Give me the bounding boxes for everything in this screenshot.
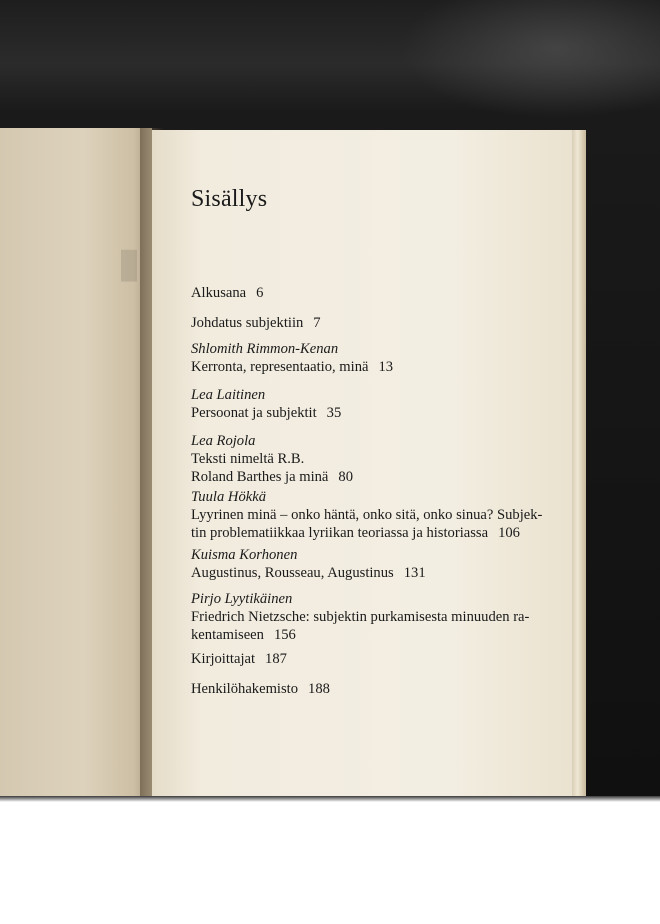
toc-entry — [191, 650, 531, 668]
toc-page-number: 6 — [256, 285, 264, 301]
toc-entry-line — [191, 650, 531, 668]
toc-entry-line — [191, 524, 531, 542]
toc-entry-title: Augustinus, Rousseau, Augustinus — [191, 565, 394, 582]
toc-entry-author: Shlomith Rimmon-Kenan — [191, 341, 339, 357]
toc-entry-line — [191, 358, 531, 376]
toc-entry — [191, 284, 531, 302]
page-stack-edge — [572, 130, 586, 798]
toc-page-number: 188 — [308, 681, 330, 697]
toc-entry-line — [191, 284, 531, 302]
toc-entry-line — [191, 680, 531, 698]
toc-entry-title: Roland Barthes ja minä — [191, 469, 329, 486]
toc-page-number: 106 — [498, 525, 520, 542]
page-title: Sisällys — [191, 186, 268, 212]
toc-entry — [191, 340, 531, 376]
toc-entry-author: Lea Rojola — [191, 433, 256, 449]
toc-entry-line: Teksti nimeltä R.B. — [191, 451, 305, 468]
toc-entry-line — [191, 404, 531, 422]
toc-entry-author: Tuula Hökkä — [191, 489, 266, 505]
toc-entry-title: Henkilöhakemisto — [191, 681, 299, 697]
left-page-edge — [0, 128, 152, 796]
toc-entry-title: Johdatus subjektiin — [191, 315, 304, 331]
toc-entry — [191, 386, 531, 422]
toc-entry — [191, 546, 531, 582]
toc-page-number: 156 — [273, 627, 296, 644]
scan-bottom-edge — [0, 796, 660, 802]
toc-entry-title: kentamiseen — [191, 627, 264, 644]
toc-entry-line — [191, 314, 531, 332]
toc-entry — [191, 432, 531, 487]
toc-entry — [191, 680, 531, 698]
toc-page-number: 80 — [338, 469, 353, 486]
toc-entry — [191, 314, 531, 332]
toc-entry-line — [191, 564, 531, 582]
toc-entry-line — [191, 626, 531, 644]
toc-entry-line — [191, 468, 531, 486]
toc-entry-title: tin problematiikkaa lyriikan teoriassa ja historiassa — [191, 525, 489, 542]
toc-entry-title: Kerronta, representaatio, minä — [191, 359, 369, 376]
toc-page-number: 35 — [326, 405, 342, 422]
toc-page-number: 7 — [313, 315, 321, 331]
toc-entry-line: Friedrich Nietzsche: subjektin purkamisesta minuuden ra- — [191, 609, 530, 626]
toc-entry-title: Persoonat ja subjektit — [191, 405, 317, 422]
toc-page-number: 131 — [403, 565, 426, 582]
toc-entry-author: Lea Laitinen — [191, 387, 266, 403]
toc-entry-author: Pirjo Lyytikäinen — [191, 591, 293, 607]
toc-entry-title: Kirjoittajat — [191, 651, 256, 667]
toc-page-number: 13 — [378, 359, 394, 376]
toc-entry-author: Kuisma Korhonen — [191, 547, 298, 563]
toc-entry-title: Alkusana — [191, 285, 247, 301]
toc-entry-line: Lyyrinen minä – onko häntä, onko sitä, onko sinua? Subjek- — [191, 507, 543, 524]
left-page-bleed-mark: ▮ — [118, 241, 141, 285]
toc-entry — [191, 590, 531, 645]
toc-entry — [191, 488, 543, 543]
toc-page-number: 187 — [265, 651, 287, 667]
